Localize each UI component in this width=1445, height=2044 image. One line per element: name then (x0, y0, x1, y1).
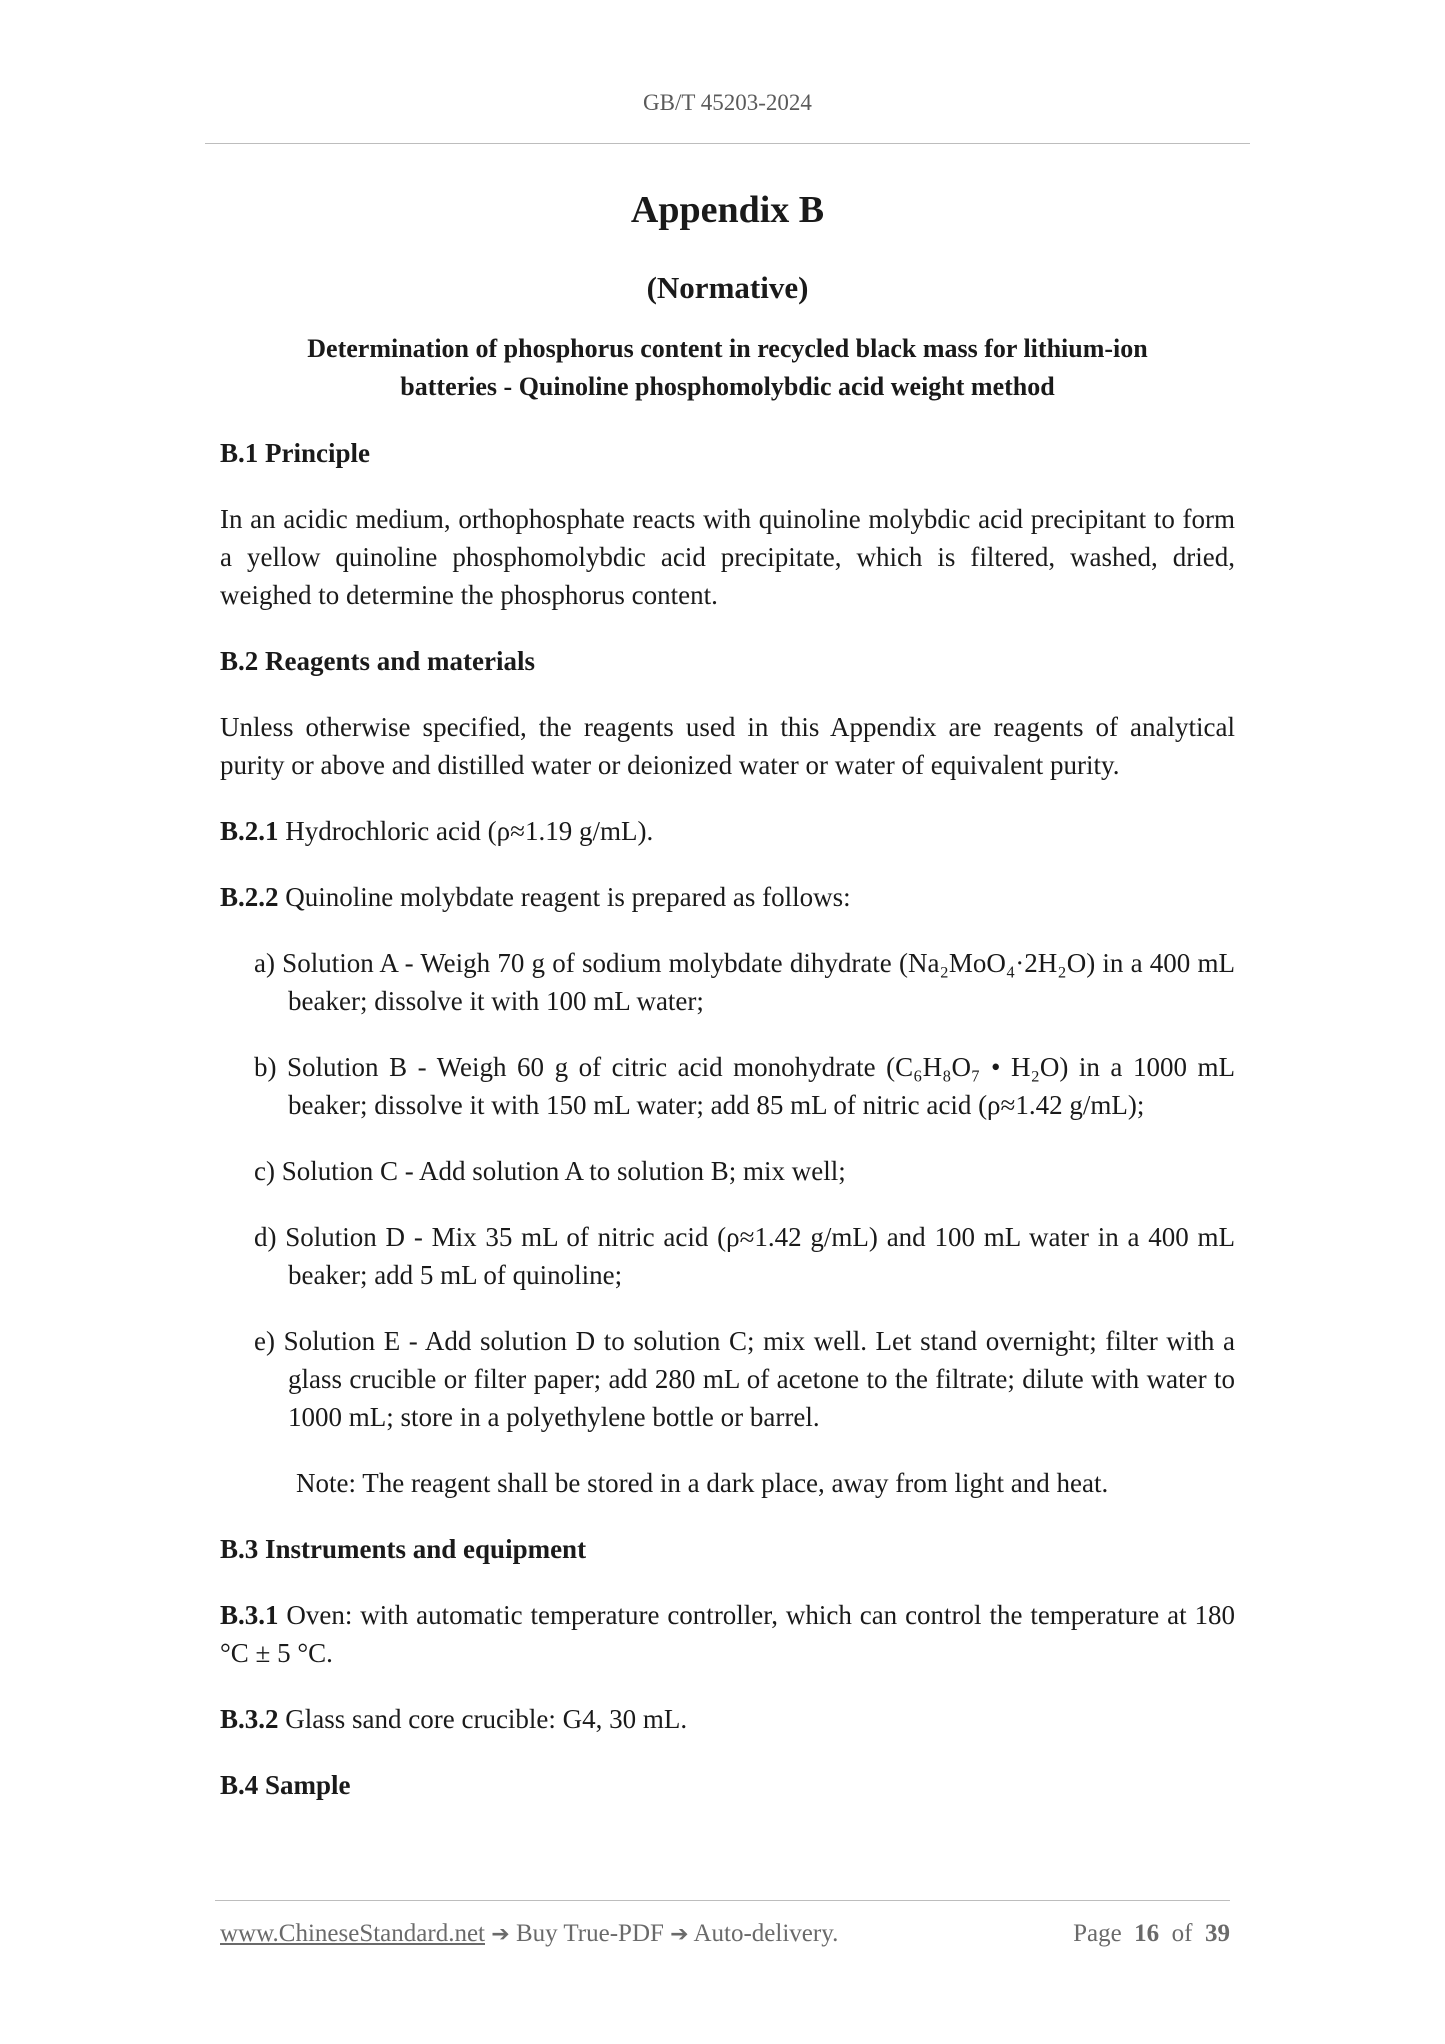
clause-number: B.2.2 (220, 882, 279, 912)
document-title (205, 330, 1250, 406)
arrow-right-icon: ➔ (670, 1922, 689, 1947)
clause-text: Quinoline molybdate reagent is prepared as follows: (278, 882, 851, 912)
footer-promo (220, 1916, 838, 1953)
reagents-paragraph: Unless otherwise specified, the reagents used in this Appendix are reagents of analytical purity or above and distilled water or deionized water or water of equivalent purity. (220, 712, 1235, 780)
clause-b21 (220, 812, 1235, 850)
document-title-line-1: Determination of phosphorus content in recycled black mass for lithium-ion (307, 334, 1148, 363)
page-indicator (1073, 1916, 1230, 1952)
section-heading-b2: B.2 Reagents and materials (220, 646, 535, 676)
section-heading-b3: B.3 Instruments and equipment (220, 1534, 587, 1564)
clause-b31 (220, 1596, 1235, 1672)
auto-delivery-text: Auto-delivery. (688, 1920, 839, 1947)
arrow-right-icon: ➔ (491, 1922, 510, 1947)
list-item-a: a) Solution A - Weigh 70 g of sodium molybdate dihydrate (Na₂MoO₄·2H₂O) in a 400 mL beaker; dissolve it with 100 mL water; (254, 948, 1235, 1016)
list-item-d: d) Solution D - Mix 35 mL of nitric acid (ρ≈1.42 g/mL) and 100 mL water in a 400 mL beaker; add 5 mL of quinoline; (254, 1222, 1235, 1290)
page-header: GB/T 45203-2024 (643, 90, 812, 115)
header-divider (205, 143, 1250, 144)
clause-text: Glass sand core crucible: G4, 30 mL. (278, 1704, 688, 1734)
of-label: of (1171, 1920, 1193, 1947)
current-page-number: 16 (1134, 1920, 1160, 1947)
total-page-count: 39 (1205, 1920, 1230, 1947)
list-item-c: c) Solution C - Add solution A to solution B; mix well; (254, 1156, 846, 1186)
page-label: Page (1073, 1920, 1122, 1947)
clause-number: B.3.1 (220, 1600, 279, 1630)
clause-number: B.2.1 (220, 816, 279, 846)
document-title-line-2: batteries - Quinoline phosphomolybdic acid weight method (400, 372, 1055, 401)
page-body (220, 434, 1235, 1832)
section-heading-b4: B.4 Sample (220, 1770, 351, 1800)
list-item-e: e) Solution E - Add solution D to solution C; mix well. Let stand overnight; filter with a glass crucible or filter paper; add 280 mL of acetone to the filtrate; dilute with water to 1000 mL; store in a polyethylene bottle or barrel. (254, 1326, 1235, 1432)
appendix-subtitle: (Normative) (646, 270, 809, 305)
appendix-title: Appendix B (630, 189, 825, 231)
buy-true-pdf-text: Buy True-PDF (509, 1920, 671, 1947)
clause-text: Hydrochloric acid (ρ≈1.19 g/mL). (278, 816, 654, 846)
clause-b22 (220, 878, 1235, 916)
clause-number: B.3.2 (220, 1704, 279, 1734)
site-link[interactable]: www.ChineseStandard.net (220, 1920, 485, 1947)
principle-paragraph: In an acidic medium, orthophosphate reacts with quinoline molybdic acid precipitant to form a yellow quinoline phosphomolybdic acid precipitate, which is filtered, washed, dried, weighed to determine the phosphorus content. (220, 504, 1235, 610)
list-item-b: b) Solution B - Weigh 60 g of citric acid monohydrate (C₆H₈O₇ • H₂O) in a 1000 mL beaker; dissolve it with 150 mL water; add 85 mL of nitric acid (ρ≈1.42 g/mL); (254, 1052, 1235, 1120)
clause-text: Oven: with automatic temperature controller, which can control the temperature at 180 °C ± 5 °C. (220, 1600, 1235, 1668)
clause-b32 (220, 1700, 1235, 1738)
footer-divider (215, 1900, 1230, 1901)
section-heading-b1: B.1 Principle (220, 438, 370, 468)
reagent-note: Note: The reagent shall be stored in a dark place, away from light and heat. (296, 1468, 1109, 1498)
